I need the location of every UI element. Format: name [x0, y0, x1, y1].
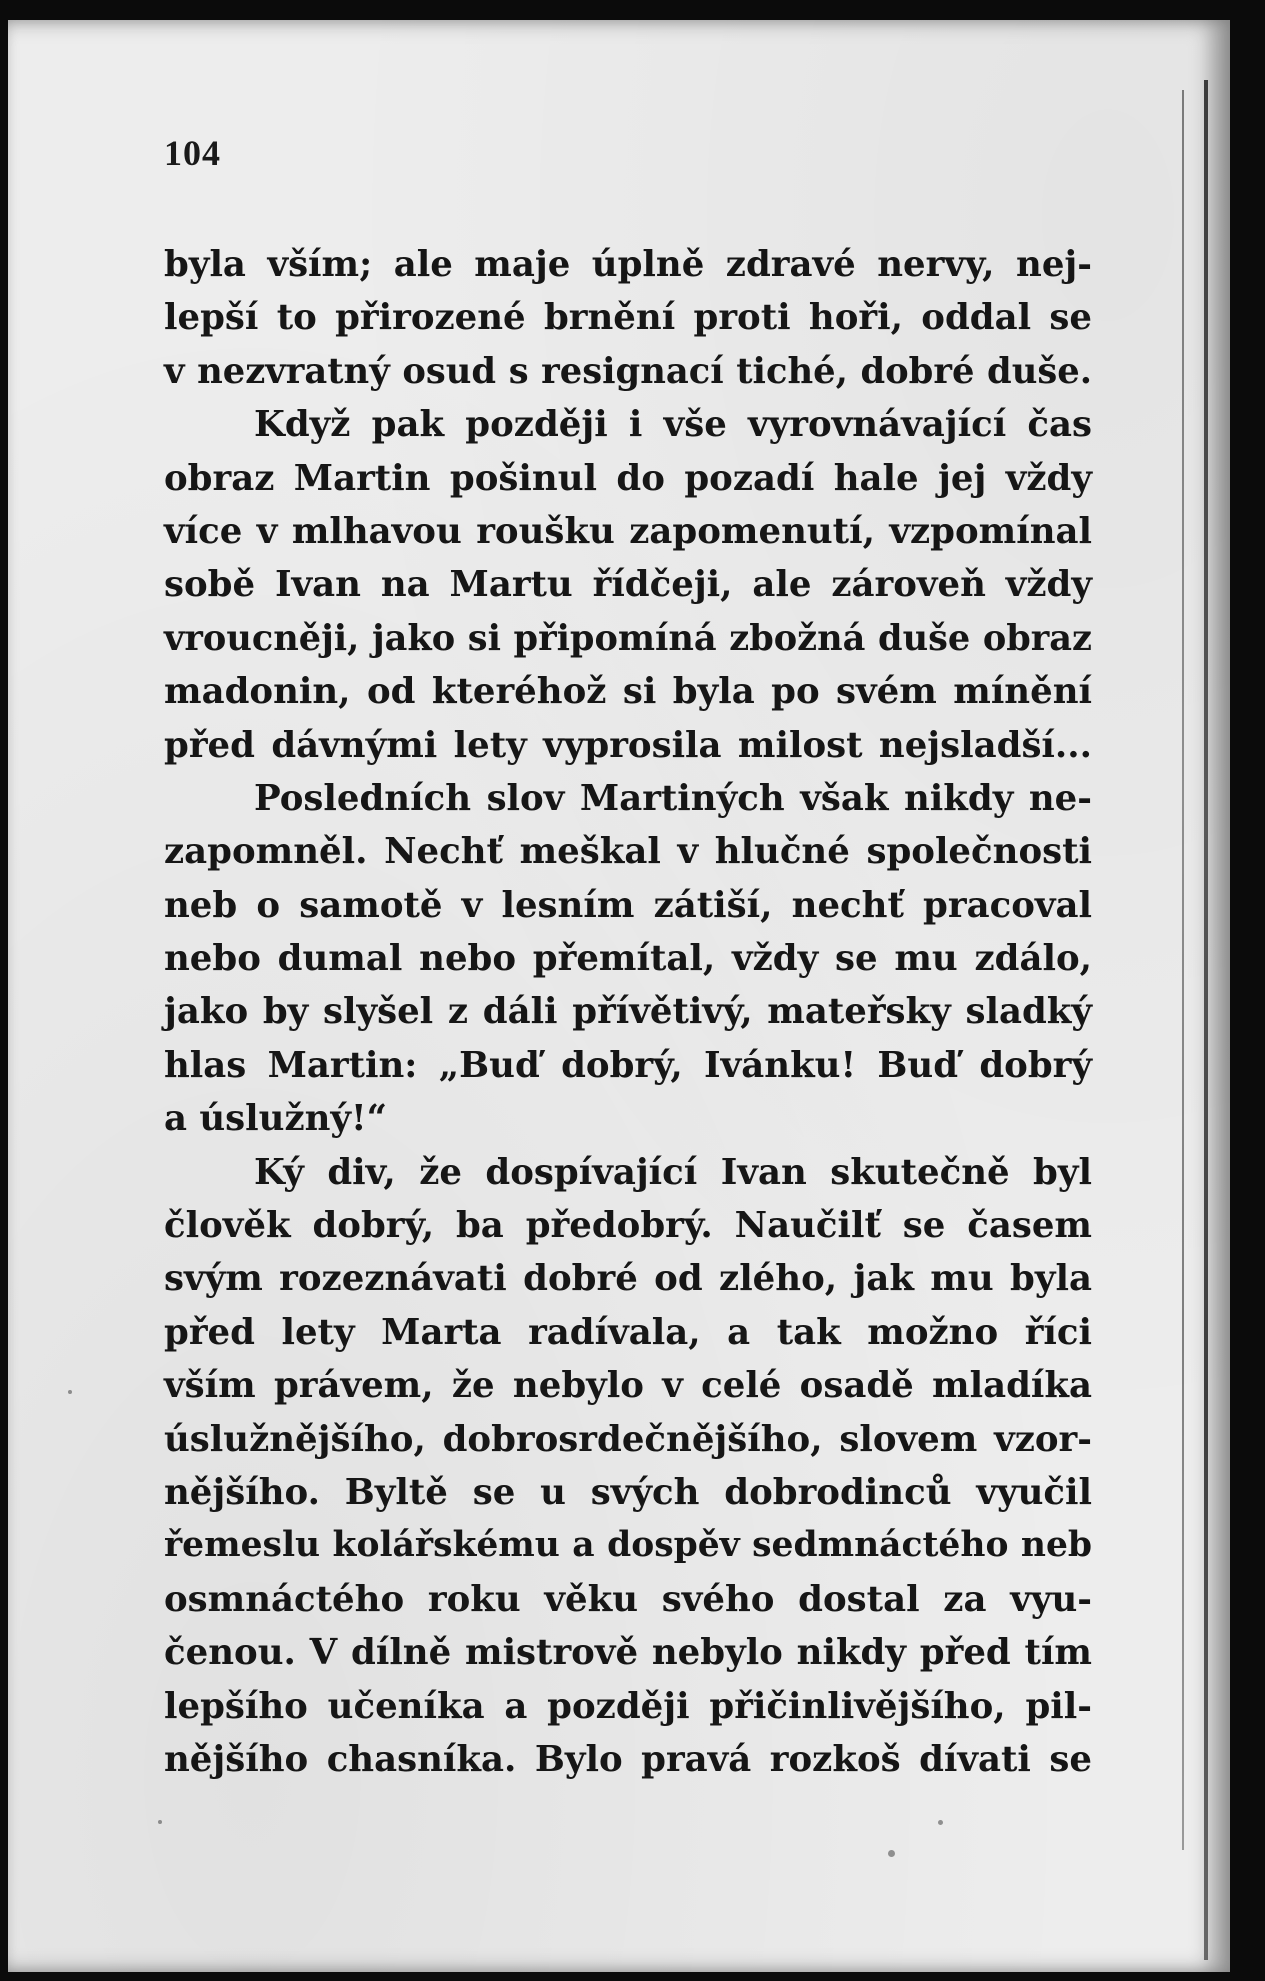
text-line: zapomněl. Nechť meškal v hlučné společnosti [164, 831, 1092, 873]
text-line: jako by slyšel z dáli přívětivý, mateřsky sladký [164, 991, 1092, 1033]
text-line: Posledních slov Martiných však nikdy ne- [254, 777, 1092, 819]
text-line: před lety Marta radívala, a tak možno říci [164, 1311, 1092, 1353]
text-line: osmnáctého roku věku svého dostal za vyu- [164, 1578, 1092, 1620]
text-line: byla vším; ale maje úplně zdravé nervy, nej- [164, 244, 1092, 285]
binding-edge [1204, 80, 1208, 1960]
text-line: sobě Ivan na Martu řídčeji, ale zároveň vždy [164, 564, 1092, 606]
text-line: člověk dobrý, ba předobrý. Naučilť se časem [164, 1205, 1092, 1247]
page-number: 104 [164, 133, 221, 173]
print-speck [68, 1390, 72, 1394]
text-line: Když pak později i vše vyrovnávající čas [254, 404, 1092, 446]
text-line: úslužnějšího, dobrosrdečnějšího, slovem vzor- [164, 1418, 1092, 1460]
text-line: více v mlhavou roušku zapomenutí, vzpomínal [164, 510, 1092, 552]
text-line: před dávnými lety vyprosila milost nejsladší... [164, 724, 1092, 766]
print-speck [938, 1820, 943, 1825]
text-line: a úslužný!“ [164, 1098, 388, 1140]
text-line: řemeslu kolářskému a dospěv sedmnáctého neb [164, 1525, 1092, 1566]
text-line: v nezvratný osud s resignací tiché, dobré duše. [164, 350, 1092, 392]
text-line: neb o samotě v lesním zátiší, nechť pracoval [164, 884, 1092, 926]
text-line: vším právem, že nebylo v celé osadě mladíka [164, 1365, 1092, 1407]
text-line: Ký div, že dospívající Ivan skutečně byl [254, 1151, 1092, 1193]
book-page [8, 20, 1230, 1972]
binding-edge-inner [1182, 90, 1184, 1850]
text-line: obraz Martin pošinul do pozadí hale jej vždy [164, 457, 1092, 499]
text-line: madonin, od kteréhož si byla po svém mínění [164, 671, 1092, 713]
text-line: lepší to přirozené brnění proti hoři, oddal se [164, 297, 1092, 339]
text-line: nebo dumal nebo přemítal, vždy se mu zdálo, [164, 938, 1092, 980]
print-speck [888, 1850, 895, 1857]
text-line: nějšího. Byltě se u svých dobrodinců vyučil [164, 1471, 1092, 1513]
text-line: svým rozeznávati dobré od zlého, jak mu byla [164, 1258, 1092, 1300]
body-text [164, 238, 1092, 1786]
print-speck [158, 1820, 162, 1824]
text-line: hlas Martin: „Buď dobrý, Ivánku! Buď dobrý [164, 1044, 1092, 1086]
text-line: nějšího chasníka. Bylo pravá rozkoš dívati se [164, 1738, 1092, 1780]
text-line: vroucněji, jako si připomíná zbožná duše obraz [164, 617, 1092, 659]
text-line: lepšího učeníka a později přičinlivějšího, pil- [164, 1685, 1092, 1727]
text-line: čenou. V dílně mistrově nebylo nikdy před tím [164, 1632, 1092, 1674]
